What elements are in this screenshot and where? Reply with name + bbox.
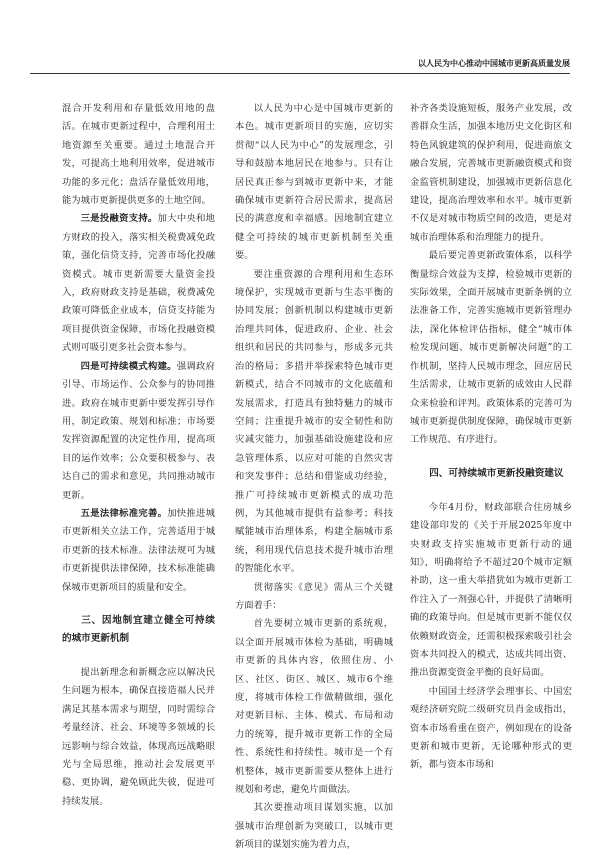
- paragraph: 四是可持续模式构建。强调政府引导、市场运作、公众参与的协同推进。政府在城市更新中要发挥引导作用，制定政策、规划和标准；市场要发挥资源配置的决定性作用，提高项目的运作效率；公众要积极参与、表达自己的需求和意见，共同推动城市更新。: [62, 360, 215, 501]
- paragraph: 要注重资源的合理利用和生态环境保护，实现城市更新与生态平衡的协同发展；创新机制以构建城市更新治理共同体，促进政府、企业、社会组织和居民的共同参与，形成多元共治的格局；多措并举探索特色城市更新模式，结合不同城市的文化底蕴和发展需求，打造具有独特魅力的城市空间；注重提升城市的安全韧性和防灾减灾能力，加强基础设施建设和应急管理体系，以应对可能的自然灾害和突发事件；总结和借鉴成功经验，推广可持续城市更新模式的成功范例，为其他城市提供有益参考；科技赋能城市治理体系，构建全脑城市系统，利用现代信息技术提升城市治理的智能化水平。: [235, 268, 393, 575]
- paragraph: 提出新理念和新概念应以解决民生问题为根本，确保直接造福人民并满足其基本需求与期望，同时需综合考量经济、社会、环境等多领域的长远影响与综合效益，体现高远战略眼光与全局思维，推动社会发展更平稳、更协调，避免顾此失彼，促进可持续发展。: [62, 666, 215, 807]
- paragraph: 混合开发利用和存量低效用地的盘活。在城市更新过程中，合理利用土地资源至关重要。通过土地混合开发，可提高土地利用效率，促进城市功能的多元化；盘活存量低效用地，能为城市更新提供更多的土地空间。: [62, 103, 215, 207]
- paragraph-lead: 五是法律标准完善。: [80, 507, 168, 519]
- paragraph: 贯彻落实《意见》需从三个关键方面着手：: [235, 581, 393, 611]
- section-heading: 三、因地制宜建立健全可持续的城市更新机制: [62, 614, 215, 644]
- paragraph: 以人民为中心是中国城市更新的本色。城市更新项目的实施，应切实贯彻“以人民为中心”的发展理念，引导和鼓励本地居民在地参与。只有让居民真正参与到城市更新中来，才能确保城市更新符合居民需求，提高居民的满意度和幸福感。因地制宜建立健全可持续的城市更新机制至关重要。: [235, 103, 393, 262]
- paragraph: 中国国土经济学会理事长、中国宏观经济研究院二级研究员肖金成指出，资本市场看重在资产，例如现在的设备更新和城市更新，无论哪种形式的更新，都与资本市场和: [410, 685, 572, 771]
- running-header: [30, 55, 570, 74]
- paragraph-lead: 四是可持续模式构建。: [80, 360, 177, 372]
- paragraph-lead: 三是投融资支持。: [80, 213, 158, 225]
- text-column-right: [410, 100, 572, 775]
- section-heading: 四、可持续城市更新投融资建议: [429, 467, 564, 479]
- paragraph: 补齐各类设施短板，服务产业发展，改善群众生活，加强本地历史文化街区和特色风貌建筑的保护利用，促进商旅文融合发展，完善城市更新融资模式和资金监管机制建设，加强城市更新信息化建设，提高治理效率和水平。城市更新不仅是对城市物质空间的改造，更是对城市治理体系和治理能力的提升。: [410, 103, 572, 243]
- paragraph: 最后要完善更新政策体系，以科学衡量综合效益为支撑，检验城市更新的实际效果，全面开展城市更新条例的立法准备工作，完善实施城市更新管理办法，深化体检评估指标，健全“城市体检发现问题、城市更新解决问题”的工作机制，坚持人民城市理念，回应居民生活需求，让城市更新的成效由人民群众来检验和评判。政策体系的完善可为城市更新提供制度保障，确保城市更新工作规范、有序进行。: [410, 250, 572, 446]
- text-column-left: [62, 100, 215, 811]
- running-title: 以人民为中心推动中国城市更新高质量发展: [418, 58, 570, 68]
- text-column-middle: [235, 100, 393, 855]
- paragraph: 其次要推动项目谋划实施，以加强城市治理创新为突破口，以城市更新项目的谋划实施为着力点，: [235, 802, 393, 851]
- paragraph: 首先要树立城市更新的系统观，以全面开展城市体检为基础，明确城市更新的具体内容，依照住房、小区、社区、街区、城区、城市6个维度，将城市体检工作做精做细，强化对更新目标、主体、模式、布局和动力的统筹，提升城市更新工作的全局性、系统性和持续性。城市是一个有机整体，城市更新需要从整体上进行规划和考虑，避免片面做法。: [235, 618, 393, 796]
- paragraph: 今年4月份，财政部联合住房城乡建设部印发的《关于开展2025年度中央财政支持实施城市更新行动的通知》，明确将给予不超过20个城市定额补助，这一重大举措犹如为城市更新工作注入了一剂强心针，并提供了清晰明确的政策导向。但是城市更新不能仅仅依赖财政资金，还需积极探索吸引社会资本共同投入的模式，达成共同出资、推出资源变资金平衡的良好局面。: [410, 501, 572, 679]
- paragraph: 五是法律标准完善。加快推进城市更新相关立法工作，完善适用于城市更新的技术标准。法律法规可为城市更新提供法律保障，技术标准能确保城市更新项目的质量和安全。: [62, 507, 215, 593]
- paragraph: 三是投融资支持。加大中央和地方财政的投入，落实相关税费减免政策，强化信贷支持，完善市场化投融资模式。城市更新需要大量资金投入，政府财政支持是基础，税费减免政策可降低企业成本，信贷支持能为项目提供资金保障，市场化投融资模式则可吸引更多社会资本参与。: [62, 213, 215, 354]
